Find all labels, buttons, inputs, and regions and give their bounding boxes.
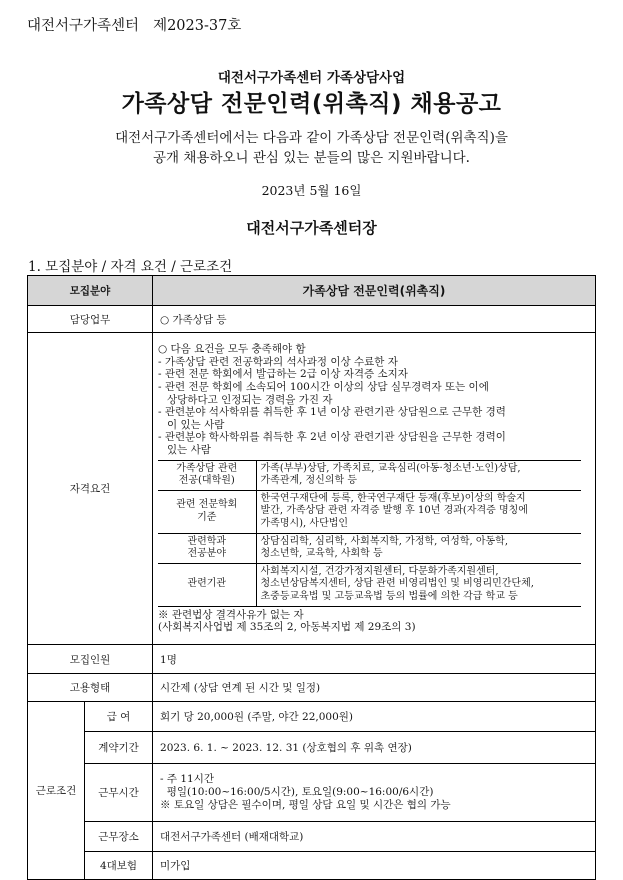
notice-title: 가족상담 전문인력(위촉직) 채용공고 bbox=[121, 91, 502, 117]
detail-label: 가족상담 관련 전공(대학원) bbox=[158, 460, 256, 490]
detail-label: 관련기관 bbox=[158, 563, 256, 606]
work-row bbox=[28, 732, 596, 764]
work-row-label: 근무장소 bbox=[85, 822, 153, 852]
qualification-detail-table bbox=[158, 460, 581, 607]
work-row bbox=[28, 822, 596, 852]
detail-value: 상담심리학, 심리학, 사회복지학, 가정학, 여성학, 아동학, 청소년학, 교육학, 사회학 등 bbox=[256, 533, 581, 563]
qualification-note: (사회복지사업법 제 35조의 2, 아동복지법 제 29조의 3) bbox=[158, 621, 416, 634]
detail-row bbox=[158, 563, 581, 606]
qualification-line: 상당하다고 인정되는 경력을 가진 자 bbox=[167, 393, 333, 406]
recruitment-table bbox=[27, 275, 596, 880]
qualification-note: ※ 관련법상 결격사유가 없는 자 bbox=[158, 608, 304, 621]
detail-value: 한국연구재단에 등록, 한국연구재단 등재(후보)이상의 학술지 발간, 가족상담 관련 자격증 발행 후 10년 경과(자격증 명칭에 가족명시), 사단법인 bbox=[256, 490, 581, 533]
detail-row bbox=[158, 533, 581, 563]
work-row bbox=[28, 852, 596, 880]
detail-row bbox=[158, 490, 581, 533]
qualification-line: - 관련 전문 학회에서 발급하는 2급 이상 자격증 소지자 bbox=[158, 368, 408, 381]
qualification-content bbox=[153, 333, 596, 645]
qualification-line: ○ 다음 요건을 모두 충족해야 함 bbox=[158, 343, 306, 356]
qualification-line: - 가족상담 관련 전공학과의 석사과정 이상 수료한 자 bbox=[158, 355, 398, 368]
intro-line: 대전서구가족센터에서는 다음과 같이 가족상담 전문인력(위촉직)을 bbox=[115, 130, 508, 146]
duty-row bbox=[28, 306, 596, 333]
header-field-label: 모집분야 bbox=[28, 276, 153, 306]
recruit-value: 1명 bbox=[153, 645, 596, 674]
detail-label: 관련학과 전공분야 bbox=[158, 533, 256, 563]
employment-value: 시간제 (상담 연계 된 시간 및 일정) bbox=[153, 674, 596, 702]
work-row-value: 2023. 6. 1. ~ 2023. 12. 31 (상호협의 후 위촉 연장) bbox=[153, 732, 596, 764]
work-label: 근로조건 bbox=[28, 702, 85, 880]
recruit-row bbox=[28, 645, 596, 674]
document-number-line bbox=[27, 14, 241, 35]
section-title: 1. 모집분야 / 자격 요건 / 근로조건 bbox=[28, 259, 233, 275]
header-org: 대전서구가족센터 bbox=[27, 18, 140, 34]
qualification-line: 이 있는 사람 bbox=[167, 418, 225, 431]
work-row bbox=[28, 702, 596, 732]
qualification-line: 있는 사람 bbox=[167, 444, 211, 457]
qualification-line: - 관련 전문 학회에 소속되어 100시간 이상의 상담 실무경력자 또는 이에 bbox=[158, 381, 489, 394]
employment-label: 고용형태 bbox=[28, 674, 153, 702]
qualification-line: - 관련분야 석사학위를 취득한 후 1년 이상 관련기관 상담원으로 근무한 경력 bbox=[158, 406, 506, 419]
detail-value: 사회복지시설, 건강가정지원센터, 다문화가족지원센터, 청소년상담복지센터, 상담 관련 비영리법인 및 비영리민간단체, 초중등교육법 및 고등교육법 등의 법률에 의한 각급 학교 등 bbox=[256, 563, 581, 606]
notice-intro bbox=[0, 128, 623, 168]
detail-label: 관련 전문학회 기준 bbox=[158, 490, 256, 533]
work-row-value: 미가입 bbox=[153, 852, 596, 880]
detail-value: 가족(부부)상담, 가족치료, 교육심리(아동·청소년·노인)상담, 가족관계, 정신의학 등 bbox=[256, 460, 581, 490]
qualification-line: - 관련분야 학사학위를 취득한 후 2년 이상 관련기관 상담원을 근무한 경력이 bbox=[158, 431, 506, 444]
table-header-row bbox=[28, 276, 596, 306]
recruit-label: 모집인원 bbox=[28, 645, 153, 674]
notice-date: 2023년 5월 16일 bbox=[261, 183, 362, 198]
work-row-label: 급 여 bbox=[85, 702, 153, 732]
duty-value: ○ 가족상담 등 bbox=[153, 306, 596, 333]
duty-label: 담당업무 bbox=[28, 306, 153, 333]
notice-subtitle: 대전서구가족센터 가족상담사업 bbox=[217, 70, 406, 86]
work-row-label: 계약기간 bbox=[85, 732, 153, 764]
work-row-value: 대전서구가족센터 (배재대학교) bbox=[153, 822, 596, 852]
detail-row bbox=[158, 460, 581, 490]
qualification-row bbox=[28, 333, 596, 645]
header-field-value: 가족상담 전문인력(위촉직) bbox=[153, 276, 596, 306]
employment-row bbox=[28, 674, 596, 702]
work-row bbox=[28, 764, 596, 822]
work-row-value: - 주 11시간 평일(10:00~16:00/5시간), 토요일(9:00~16:00/6시간) ※ 토요일 상담은 필수이며, 평일 상담 요일 및 시간은 협의 가능 bbox=[153, 764, 596, 822]
work-row-label: 근무시간 bbox=[85, 764, 153, 822]
work-row-value: 회기 당 20,000원 (주말, 야간 22,000원) bbox=[153, 702, 596, 732]
notice-signer: 대전서구가족센터장 bbox=[246, 219, 377, 237]
intro-line: 공개 채용하오니 관심 있는 분들의 많은 지원바랍니다. bbox=[153, 150, 470, 166]
work-row-label: 4대보험 bbox=[85, 852, 153, 880]
header-doc-number: 제2023-37호 bbox=[153, 18, 242, 34]
qualification-label: 자격요건 bbox=[28, 333, 153, 645]
